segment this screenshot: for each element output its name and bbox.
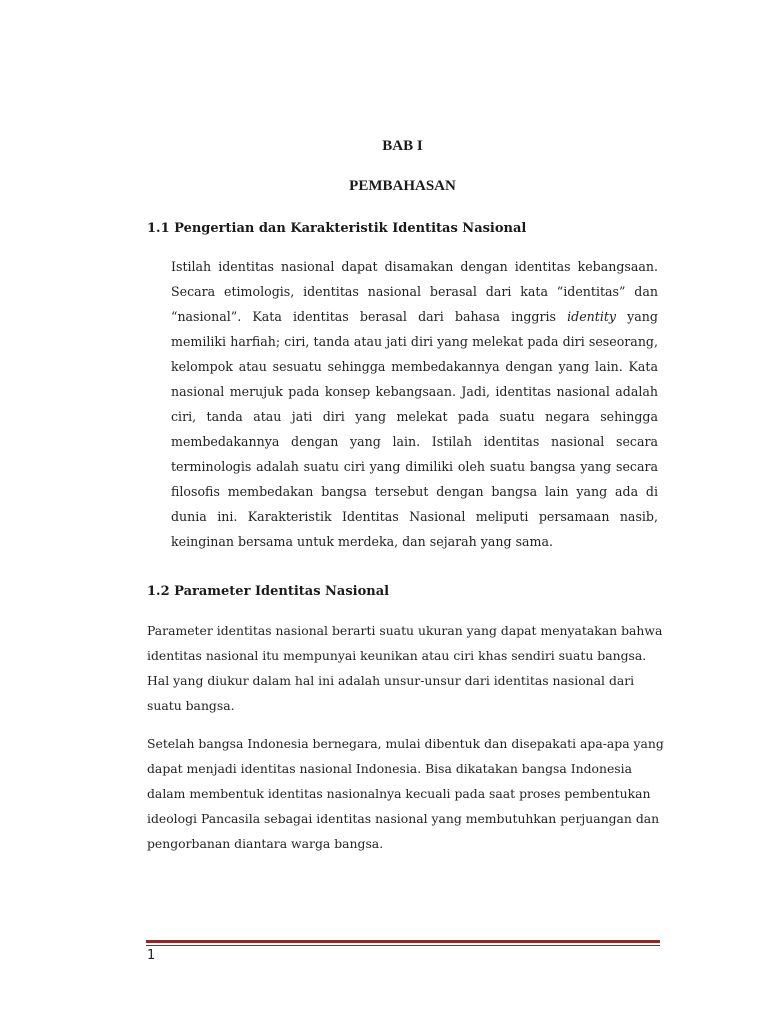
section-1-1-paragraph (171, 254, 658, 554)
chapter-title: BAB I (382, 138, 423, 154)
footer-divider-thin (146, 945, 660, 946)
paragraph-text-before-italic: Istilah identitas nasional dapat disamakan dengan identitas kebangsaan. Secara etimologis, identitas nasional berasal dari kata “identitas” dan “nasional”. Kata identitas berasal dari bahasa inggris (171, 259, 658, 324)
chapter-subtitle: PEMBAHASAN (349, 178, 456, 194)
section-1-2-paragraph-1: Parameter identitas nasional berarti suatu ukuran yang dapat menyatakan bahwa identitas nasional itu mempunyai keunikan atau ciri khas sendiri suatu bangsa. Hal yang diukur dalam hal ini adalah unsur-unsur dari identitas nasional dari suatu bangsa. (147, 623, 663, 713)
section-heading-1-2: 1.2 Parameter Identitas Nasional (147, 584, 390, 599)
page-number: 1 (147, 948, 156, 963)
section-1-2-paragraph-2: Setelah bangsa Indonesia bernegara, mulai dibentuk dan disepakati apa-apa yang dapat menjadi identitas nasional Indonesia. Bisa dikatakan bangsa Indonesia dalam membentuk identitas nasionalnya kecuali pada saat proses pembentukan ideologi Pancasila sebagai identitas nasional yang membutuhkan perjuangan dan pengorbanan diantara warga bangsa. (147, 736, 664, 851)
paragraph-italic-term: identity (567, 309, 617, 324)
paragraph-text-after-italic: yang memiliki harfiah; ciri, tanda atau jati diri yang melekat pada diri seseorang, kelompok atau sesuatu sehingga membedakannya dengan yang lain. Kata nasional merujuk pada konsep kebangsaan. Jadi, identitas nasional adalah ciri, tanda atau jati diri yang melekat pada suatu negara sehingga membedakannya dengan yang lain. Istilah identitas nasional secara terminologis adalah suatu ciri yang dimiliki oleh suatu bangsa yang secara filosofis membedakan bangsa tersebut dengan bangsa lain yang ada di dunia ini. Karakteristik Identitas Nasional meliputi persamaan nasib, keinginan bersama untuk merdeka, dan sejarah yang sama. (171, 309, 658, 549)
footer-divider-thick (146, 940, 660, 943)
section-heading-1-1: 1.1 Pengertian dan Karakteristik Identitas Nasional (147, 221, 527, 236)
